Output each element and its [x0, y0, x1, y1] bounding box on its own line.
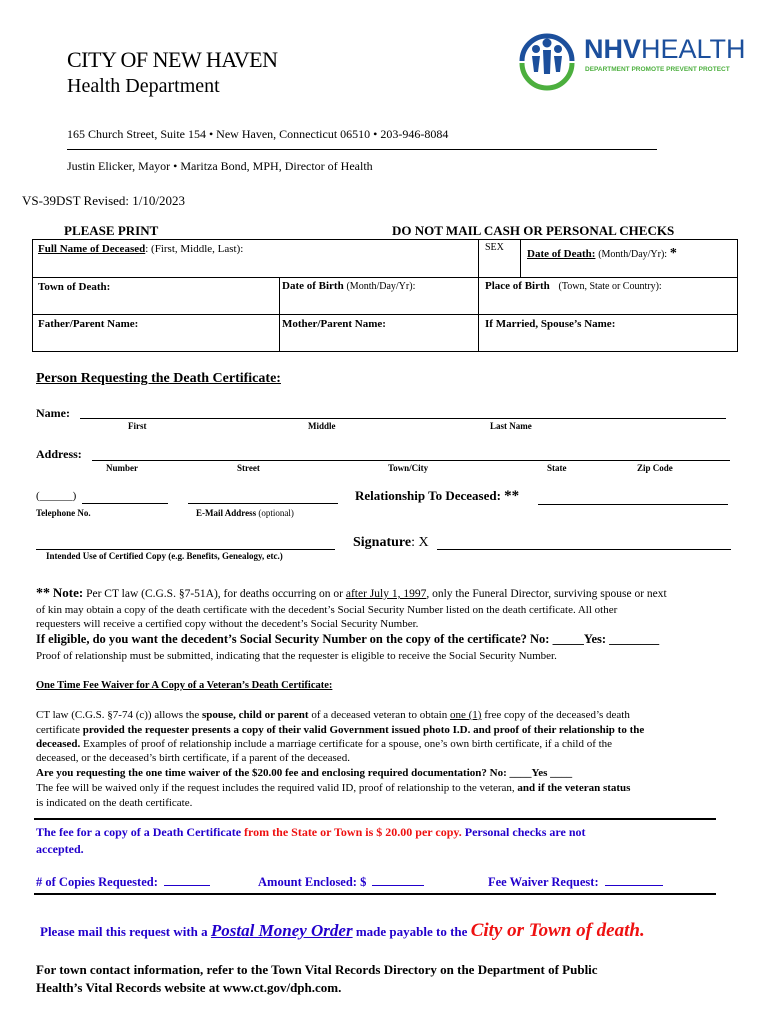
pob-hint: (Town, State or Country):	[558, 281, 662, 292]
intended-use-caption: Intended Use of Certified Copy (e.g. Benefits, Genealogy, etc.)	[46, 551, 283, 561]
relationship-label: Relationship To Deceased:	[355, 488, 501, 503]
full-name-hint: : (First, Middle, Last):	[145, 243, 244, 255]
phone-prefix: (______)	[36, 490, 77, 502]
department-address: 165 Church Street, Suite 154 • New Haven, Connecticut 06510 • 203-946-8084	[67, 127, 449, 141]
address-input-line[interactable]	[92, 460, 730, 461]
signature-x: : X	[411, 535, 429, 550]
logo-nhv-text: NHV	[584, 34, 642, 64]
relationship-label-group	[355, 488, 519, 505]
relationship-input-line[interactable]	[538, 504, 728, 505]
mother-name-cell[interactable]: Mother/Parent Name:	[282, 318, 386, 330]
email-hint: (optional)	[258, 508, 294, 518]
addr-state-caption: State	[547, 463, 567, 473]
dod-star: *	[669, 246, 677, 261]
ssn-note-text-b: , only the Funeral Director, surviving spouse or next	[426, 588, 667, 600]
signature-label-group	[353, 535, 429, 551]
please-print-notice: PLEASE PRINT	[64, 223, 159, 238]
logo-health-text: HEALTH	[641, 34, 746, 64]
intended-use-input-line[interactable]	[36, 549, 335, 550]
nhv-health-logo	[514, 28, 750, 94]
no-cash-notice: DO NOT MAIL CASH OR PERSONAL CHECKS	[392, 223, 675, 238]
pob-label: Place of Birth	[485, 280, 550, 292]
logo-tagline: DEPARTMENT PROMOTE PREVENT PROTECT	[585, 66, 730, 73]
email-caption	[196, 508, 294, 518]
addr-street-caption: Street	[237, 463, 260, 473]
ssn-note-line2: of kin may obtain a copy of the death certificate with the decedent’s Social Security Number listed on the death certificate. All other	[36, 604, 618, 616]
veteran-line3: deceased. Examples of proof of relationship include a marriage certificate for a spouse, one’s own birth certificate, if a child of the	[36, 738, 613, 750]
ssn-note-line1	[36, 585, 667, 602]
email-label: E-Mail Address	[196, 508, 257, 518]
footer-line2: Health’s Vital Records website at www.ct.gov/dph.com.	[36, 980, 342, 995]
requester-heading: Person Requesting the Death Certificate:	[36, 371, 281, 386]
name-label: Name:	[36, 406, 70, 420]
amount-enclosed[interactable]: Amount Enclosed: $	[258, 874, 424, 890]
fee-line2: accepted.	[36, 842, 84, 856]
name-middle-caption: Middle	[308, 421, 336, 431]
ssn-note-line3: requesters will receive a certified copy without the decedent’s Social Security Number.	[36, 618, 419, 630]
veteran-line2: certificate provided the requester presents a copy of their valid Government issued photo I.D. and proof of their relationship to the	[36, 724, 645, 736]
spouse-name-cell[interactable]: If Married, Spouse’s Name:	[485, 318, 616, 330]
department-title: Health Department	[67, 75, 220, 97]
veteran-line6: The fee will be waived only if the request includes the required valid ID, proof of relationship to the veteran, and if the veteran status	[36, 782, 631, 794]
signature-label: Signature	[353, 535, 412, 550]
name-last-caption: Last Name	[490, 421, 532, 431]
phone-input-line[interactable]	[82, 503, 168, 504]
sex-cell[interactable]: SEX	[485, 242, 504, 253]
veteran-heading: One Time Fee Waiver for A Copy of a Veteran’s Death Certificate:	[36, 680, 333, 691]
form-id: VS-39DST Revised: 1/10/2023	[22, 193, 185, 208]
father-name-cell[interactable]: Father/Parent Name:	[38, 318, 139, 330]
mail-instructions: Please mail this request with a Postal Money Order made payable to the City or Town of death.	[40, 920, 645, 941]
full-name-label: Full Name of Deceased	[38, 243, 146, 255]
dob-hint: (Month/Day/Yr):	[346, 281, 416, 292]
veteran-waiver-question[interactable]: Are you requesting the one time waiver of the $20.00 fee and enclosing required documentation? No: ____Yes ____	[36, 767, 573, 779]
name-input-line[interactable]	[80, 418, 726, 419]
date-of-birth-cell[interactable]	[282, 280, 415, 292]
ssn-note-label: Note:	[52, 585, 84, 600]
dod-hint: (Month/Day/Yr):	[598, 249, 668, 260]
fee-line1: The fee for a copy of a Death Certificate from the State or Town is $ 20.00 per copy. Personal checks are not	[36, 825, 586, 839]
ssn-note-text-a: Per CT law (C.G.S. §7-51A), for deaths occurring on or	[86, 588, 346, 600]
email-input-line[interactable]	[188, 503, 338, 504]
addr-zip-caption: Zip Code	[637, 463, 673, 473]
veteran-line4: deceased, or the deceased’s birth certificate, if a parent of the deceased.	[36, 752, 350, 764]
department-officials: Justin Elicker, Mayor • Maritza Bond, MPH, Director of Health	[67, 159, 373, 173]
footer-line1: For town contact information, refer to the Town Vital Records Directory on the Department of Public	[36, 962, 598, 977]
ssn-proof: Proof of relationship must be submitted, indicating that the requester is eligible to receive the Social Security Number.	[36, 650, 557, 662]
town-of-death-cell[interactable]: Town of Death:	[38, 281, 111, 293]
people-circle-icon	[514, 28, 580, 94]
relationship-stars: **	[504, 488, 520, 504]
addr-town-caption: Town/City	[388, 463, 429, 473]
place-of-birth-cell[interactable]	[485, 280, 662, 292]
veteran-line1: CT law (C.G.S. §7-74 (c)) allows the spouse, child or parent of a deceased veteran to obtain one (1) free copy of the deceased’s death	[36, 709, 630, 721]
city-title: CITY OF NEW HAVEN	[67, 47, 278, 72]
signature-input-line[interactable]	[437, 549, 731, 550]
address-label: Address:	[36, 447, 82, 461]
dod-label: Date of Death:	[527, 248, 596, 260]
phone-caption: Telephone No.	[36, 508, 91, 518]
fee-waiver-request[interactable]: Fee Waiver Request:	[488, 874, 663, 890]
full-name-cell[interactable]	[38, 243, 243, 255]
dob-label: Date of Birth	[282, 280, 344, 292]
veteran-line7: is indicated on the death certificate.	[36, 797, 193, 809]
copies-requested[interactable]: # of Copies Requested:	[36, 874, 210, 890]
date-of-death-cell[interactable]	[527, 246, 677, 262]
ssn-note-date: after July 1, 1997	[345, 588, 427, 600]
name-first-caption: First	[128, 421, 147, 431]
ssn-question[interactable]: If eligible, do you want the decedent’s Social Security Number on the copy of the certificate? No: _____Yes: ________	[36, 632, 660, 646]
ssn-note-stars: **	[36, 586, 50, 601]
addr-number-caption: Number	[106, 463, 138, 473]
